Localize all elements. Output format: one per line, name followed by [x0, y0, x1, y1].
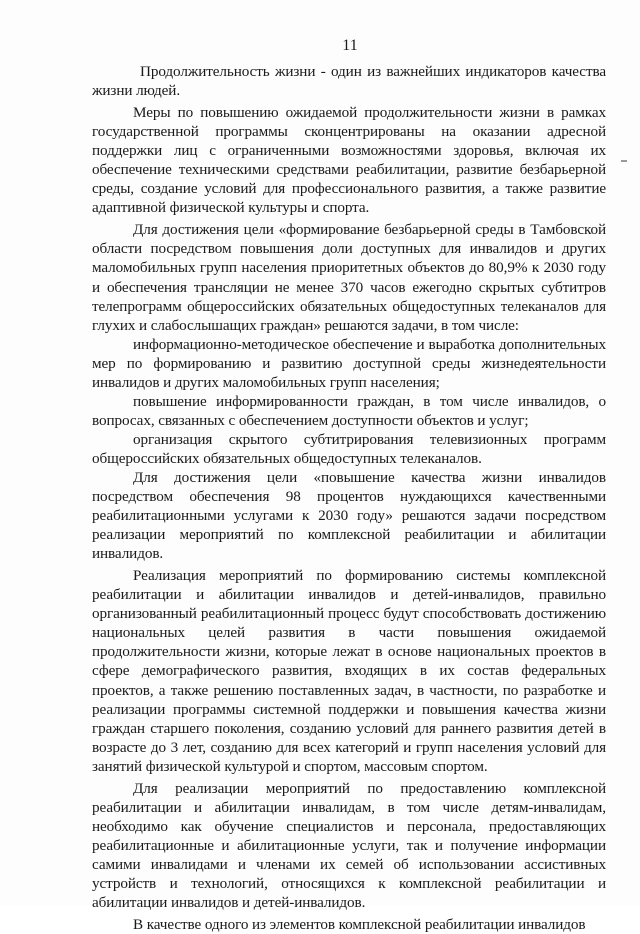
- paragraph-task-methodological: информационно-методическое обеспечение и выработка дополнительных мер по формированию и развитию доступной среды жизнедеятельности инвалидов и других маломобильных групп населения;: [92, 335, 606, 391]
- paragraph-closing-fragment: В качестве одного из элементов комплексной реабилитации инвалидов: [133, 916, 586, 934]
- paragraph-measures: Меры по повышению ожидаемой продолжительности жизни в рамках государственной программы сконцентрированы на оказании адресной поддержки лиц с ограниченными возможностями здоровья, включая их обеспечение техническими средствами реабилитации, развитие безбарьерной среды, создание условий для профессионального развития, а также развитие адаптивной физической культуры и спорта.: [92, 104, 606, 217]
- paragraph-rehabilitation-system: Реализация мероприятий по формированию системы комплексной реабилитации и абилитации инвалидов и детей-инвалидов, правильно организованный реабилитационный процесс будут способствовать достижению национальных целей развития в части повышения ожидаемой продолжительности жизни, которые лежат в основе национальных проектов в сфере демографического развития, входящих в их состав федеральных проектов, а также решению поставленных задач, в частности, по разработке и реализации программы системной поддержки и повышения качества жизни граждан старшего поколения, созданию условий для раннего развития детей в возрасте до 3 лет, созданию для всех категорий и групп населения условий для занятий физической культурой и спортом, массовым спортом.: [92, 567, 606, 775]
- paragraph-life-expectancy: Продолжительность жизни - один из важнейших индикаторов качества жизни людей.: [92, 63, 606, 100]
- paragraph-task-subtitles: организация скрытого субтитрирования телевизионных программ общероссийских обязательных общедоступных телеканалов.: [92, 430, 606, 467]
- paragraph-barrier-free-goal: Для достижения цели «формирование безбарьерной среды в Тамбовской области посредством повышения доли доступных для инвалидов и других маломобильных групп населения приоритетных объектов до 80,9% к 2030 году и обеспечения трансляции не менее 370 часов ежегодно скрытых субтитров телепрограмм общероссийских обязательных общедоступных телеканалов для глухих и слабослышащих граждан» решаются задачи, в том числе:: [92, 221, 606, 334]
- paragraph-training: Для реализации мероприятий по предоставлению комплексной реабилитации и абилитации инвалидам, в том числе детям-инвалидам, необходимо как обучение специалистов и персонала, предоставляющих реабилитационные и абилитационные услуги, так и получение информации самими инвалидами и членами их семей об использовании ассистивных устройств и технологий, относящихся к комплексной реабилитации и абилитации инвалидов и детей-инвалидов.: [92, 779, 606, 912]
- scan-artifact-mark: [621, 160, 627, 162]
- paragraph-quality-of-life-goal: Для достижения цели «повышение качества жизни инвалидов посредством обеспечения 98 процентов нуждающихся качественными реабилитационными услугами к 2030 году» решаются задачи посредством реализации мероприятий по комплексной реабилитации и абилитации инвалидов.: [92, 468, 606, 563]
- document-body: [92, 62, 606, 934]
- page-number: 11: [342, 37, 358, 54]
- paragraph-task-awareness: повышение информированности граждан, в том числе инвалидов, о вопросах, связанных с обеспечением доступности объектов и услуг;: [92, 392, 606, 429]
